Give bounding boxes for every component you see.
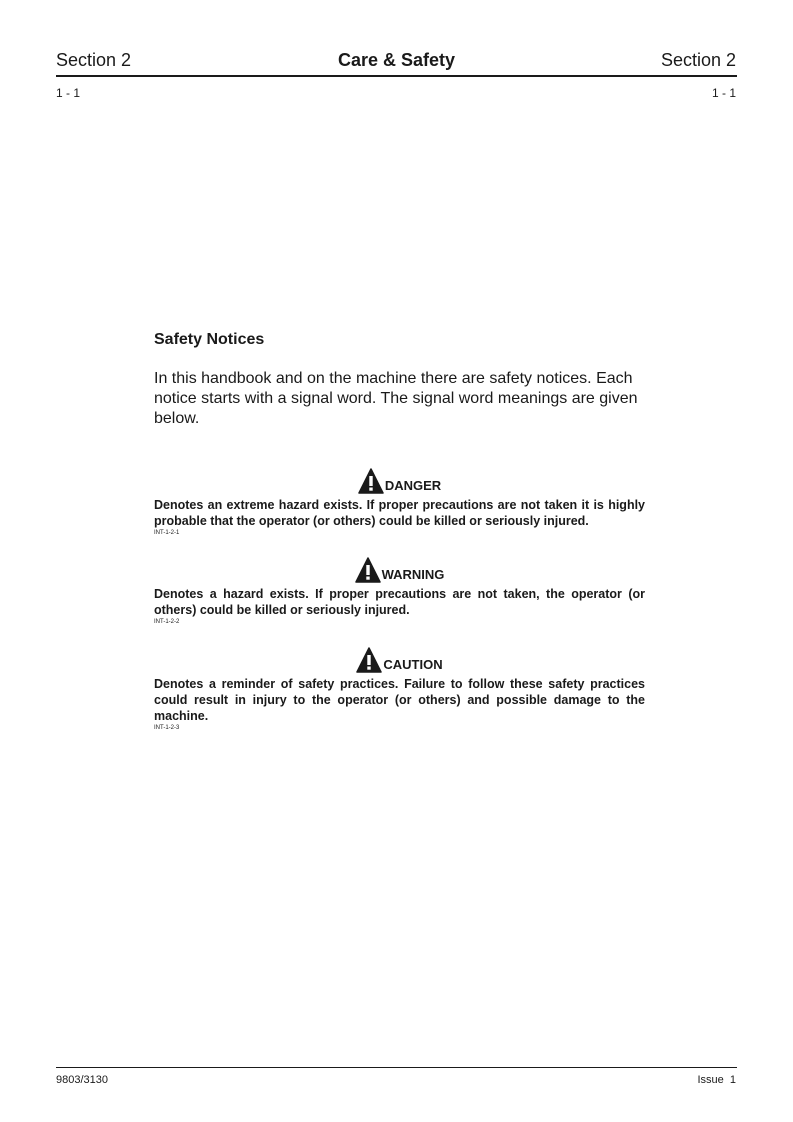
footer-rule xyxy=(56,1067,737,1068)
signal-word: WARNING xyxy=(381,567,445,582)
warning-triangle-icon xyxy=(356,647,382,673)
notice-text: Denotes an extreme hazard exists. If proper precautions are not taken it is highly probable that the operator (or others) could be killed or seriously injured. xyxy=(154,498,645,528)
header-rule xyxy=(56,75,737,77)
warning-triangle-icon xyxy=(355,557,381,583)
header-section-left: Section 2 xyxy=(56,50,132,70)
warning-triangle-icon xyxy=(358,468,384,494)
signal-word: CAUTION xyxy=(383,657,443,672)
intro-paragraph: In this handbook and on the machine there are safety notices. Each notice starts with a signal word. The signal word meanings are given below. xyxy=(154,370,638,427)
page-title: Care & Safety xyxy=(337,50,456,70)
danger-notice xyxy=(154,466,645,537)
notice-code: INT-1-2-1 xyxy=(154,530,180,536)
warning-signal xyxy=(154,555,645,583)
notice-code: INT-1-2-3 xyxy=(154,725,180,731)
caution-signal xyxy=(154,645,645,673)
page-number-right: 1 - 1 xyxy=(711,86,736,100)
signal-word: DANGER xyxy=(384,478,442,493)
danger-signal xyxy=(154,466,645,494)
issue-label: Issue 1 xyxy=(697,1074,736,1086)
page-number-left: 1 - 1 xyxy=(56,86,81,100)
header-section-right: Section 2 xyxy=(660,50,736,70)
section-heading: Safety Notices xyxy=(154,331,265,348)
document-number: 9803/3130 xyxy=(56,1074,108,1086)
caution-notice xyxy=(154,645,645,732)
warning-notice xyxy=(154,555,645,626)
notice-text: Denotes a reminder of safety practices. Failure to follow these safety practices could result in injury to the operator (or others) and possible damage to the machine. xyxy=(154,677,645,723)
notice-text: Denotes a hazard exists. If proper precautions are not taken, the operator (or others) could be killed or seriously injured. xyxy=(154,587,645,617)
notice-code: INT-1-2-2 xyxy=(154,619,180,625)
